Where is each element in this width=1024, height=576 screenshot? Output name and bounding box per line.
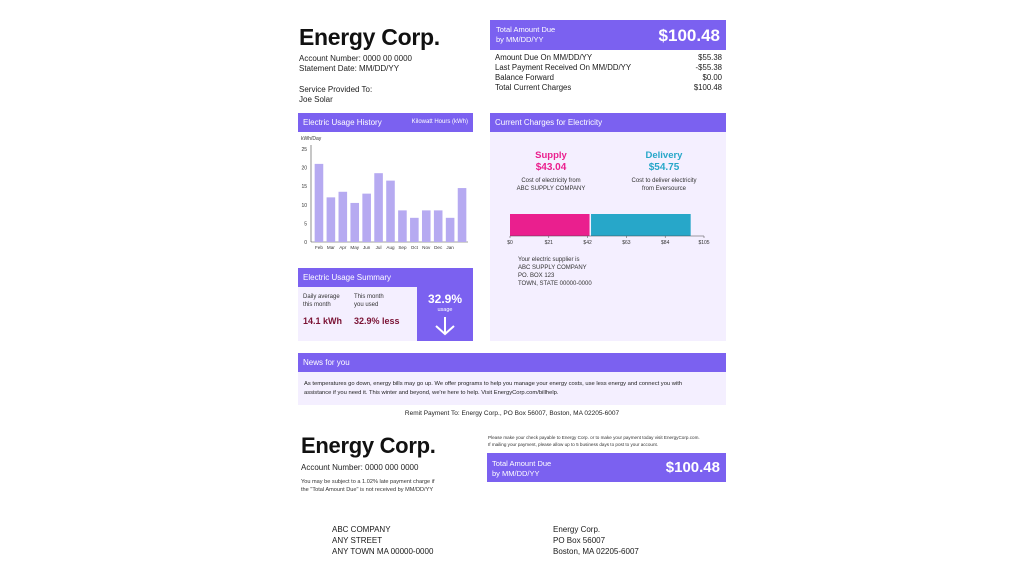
x-tick-label: Mar <box>326 245 335 250</box>
usage-bar <box>398 210 407 242</box>
usage-bar <box>422 210 431 242</box>
current-charges-body <box>490 132 726 341</box>
summary-row-value: $55.38 <box>698 53 722 62</box>
month-usage-label-1: This month <box>354 294 384 300</box>
summary-row-value: $100.48 <box>693 83 722 92</box>
charges-tick-label: $21 <box>544 240 553 246</box>
usage-history-unit: Kilowatt Hours (kWh) <box>411 119 468 125</box>
daily-average-label <box>303 293 340 309</box>
x-tick-label: Oct <box>410 245 418 250</box>
arrow-down-icon <box>433 316 457 336</box>
y-tick-label: 25 <box>301 147 307 153</box>
usage-bar <box>339 192 348 242</box>
supply-label: Supply <box>535 150 567 161</box>
stub-company-logo: Energy Corp. <box>301 433 436 458</box>
y-tick-label: 10 <box>301 202 307 209</box>
payment-instructions <box>488 434 700 448</box>
account-number: Account Number: 0000 00 0000 <box>299 54 412 63</box>
sender-address-line: ABC COMPANY <box>332 525 391 534</box>
total-due-date: by MM/DD/YY <box>496 35 544 44</box>
x-tick-label: May <box>350 245 360 250</box>
delivery-desc-line: from Eversource <box>641 186 686 192</box>
total-due-label: Total Amount Due <box>496 25 556 34</box>
news-text-line: assistance if you need it. This winter and beyond, we're here to help. Visit EnergyCorp.com/billhelp. <box>304 390 559 396</box>
supplier-address <box>518 256 592 288</box>
usage-bar <box>350 203 359 242</box>
usage-bar <box>434 210 443 242</box>
summary-row-label: Total Current Charges <box>495 83 572 92</box>
instruction-line: Please make your check payable to Energy Corp. or to make your payment today visit EnergyCorp.com. <box>488 435 700 440</box>
supplier-address-line: PO. BOX 123 <box>518 273 555 279</box>
usage-percent-box <box>417 287 473 341</box>
recipient-address-line: PO Box 56007 <box>553 536 606 545</box>
x-tick-label: Jul <box>375 245 382 250</box>
sender-address-line: ANY TOWN MA 00000-0000 <box>332 547 434 556</box>
x-tick-label: Jun <box>362 245 371 250</box>
delivery-label: Delivery <box>645 150 683 161</box>
x-tick-label: Aug <box>386 245 395 250</box>
month-usage-label <box>354 293 384 309</box>
news-title: News for you <box>303 358 350 367</box>
month-usage-value: 32.9% less <box>354 316 400 326</box>
usage-bar <box>458 188 467 242</box>
month-usage-label-2: you used <box>354 302 379 308</box>
summary-row-value: -$55.38 <box>695 63 722 72</box>
y-axis-label: kWh/Day <box>301 136 322 142</box>
summary-row <box>495 73 722 83</box>
summary-row-label: Amount Due On MM/DD/YY <box>495 53 593 62</box>
news-body <box>298 372 726 405</box>
usage-bar <box>362 194 371 242</box>
delivery-description <box>618 177 710 193</box>
supply-description <box>510 177 592 193</box>
stub-total-amount: $100.48 <box>665 459 720 476</box>
usage-summary-header <box>298 268 473 287</box>
statement-date: Statement Date: MM/DD/YY <box>299 64 400 73</box>
remit-payment-line: Remit Payment To: Energy Corp., PO Box 56007, Boston, MA 02205-6007 <box>404 410 620 417</box>
x-tick-label: Dec <box>434 245 443 250</box>
news-header <box>298 353 726 372</box>
delivery-amount: $54.75 <box>648 162 680 173</box>
charges-tick-label: $63 <box>622 240 631 246</box>
news-text-line: As temperatures go down, energy bills may go up. We offer programs to help you manage your energy costs, use less energy and connect you with <box>304 381 683 387</box>
delivery-desc-line: Cost to deliver electricity <box>631 178 697 184</box>
usage-percent-value: 32.9% <box>427 292 463 306</box>
supply-bar <box>510 214 590 236</box>
sender-address <box>332 524 433 557</box>
x-tick-label: Nov <box>422 245 431 250</box>
x-tick-label: Apr <box>339 245 347 250</box>
summary-row <box>495 63 722 73</box>
total-due-box <box>490 20 726 50</box>
usage-summary-title: Electric Usage Summary <box>303 273 392 282</box>
stub-total-label: Total Amount Due <box>492 459 552 468</box>
summary-row-label: Balance Forward <box>495 73 554 82</box>
summary-row-value: $0.00 <box>702 73 722 82</box>
recipient-address-line: Energy Corp. <box>553 525 601 534</box>
service-provided-name: Joe Solar <box>299 95 333 104</box>
supply-amount: $43.04 <box>535 162 567 173</box>
charges-tick-label: $84 <box>661 240 670 246</box>
supplier-address-line: Your electric supplier is <box>518 257 580 263</box>
company-logo: Energy Corp. <box>299 24 440 50</box>
y-tick-label: 20 <box>301 165 307 172</box>
sender-address-line: ANY STREET <box>332 536 383 545</box>
delivery-bar <box>591 214 691 236</box>
y-tick-label: 15 <box>301 184 307 191</box>
instruction-line: If mailing your payment, please allow up to 5 business days to post to your account. <box>488 442 659 447</box>
y-tick-label: 5 <box>304 221 307 228</box>
x-tick-label: Feb <box>315 245 323 250</box>
current-charges-title: Current Charges for Electricity <box>495 118 603 127</box>
stub-total-due-box <box>487 453 726 482</box>
daily-average-label-1: Daily average <box>303 294 340 300</box>
x-tick-label: Sep <box>398 245 407 250</box>
news-text <box>304 380 724 398</box>
usage-history-header <box>298 113 473 132</box>
summary-row <box>495 83 722 93</box>
y-tick-label: 0 <box>304 240 307 246</box>
service-provided-label: Service Provided To: <box>299 85 373 94</box>
supply-desc-line: ABC SUPPLY COMPANY <box>516 186 586 192</box>
recipient-address <box>553 524 639 557</box>
stub-account-number: Account Number: 0000 000 0000 <box>301 463 419 472</box>
charges-tick-label: $42 <box>583 240 592 246</box>
usage-history-title: Electric Usage History <box>303 118 382 127</box>
late-note-line: You may be subject to a 1.02% late payment charge if <box>301 479 435 485</box>
summary-row <box>495 53 722 63</box>
summary-row-label: Last Payment Received On MM/DD/YY <box>495 63 632 72</box>
current-charges-header <box>490 113 726 132</box>
usage-bar <box>374 173 383 242</box>
usage-bar <box>446 218 455 242</box>
usage-bar <box>410 218 419 242</box>
usage-bar <box>315 164 324 242</box>
charges-bar-chart <box>504 204 714 248</box>
x-tick-label: Jan <box>446 245 454 250</box>
total-due-amount: $100.48 <box>658 26 720 45</box>
usage-bar <box>386 181 395 242</box>
late-payment-note <box>301 478 435 494</box>
daily-average-value: 14.1 kWh <box>303 316 343 326</box>
supply-desc-line: Cost of electricity from <box>521 178 581 184</box>
late-note-line: the "Total Amount Due" is not received by MM/DD/YY <box>301 487 434 493</box>
usage-history-chart <box>298 131 473 259</box>
charges-tick-label: $105 <box>698 240 710 246</box>
charges-tick-label: $0 <box>507 240 513 246</box>
usage-bar <box>327 197 336 242</box>
recipient-address-line: Boston, MA 02205-6007 <box>553 547 639 556</box>
supplier-address-line: TOWN, STATE 00000-0000 <box>518 281 592 287</box>
supplier-address-line: ABC SUPPLY COMPANY <box>518 265 587 271</box>
daily-average-label-2: this month <box>303 302 331 308</box>
stub-total-date: by MM/DD/YY <box>492 469 540 478</box>
usage-percent-label: usage <box>437 307 453 313</box>
